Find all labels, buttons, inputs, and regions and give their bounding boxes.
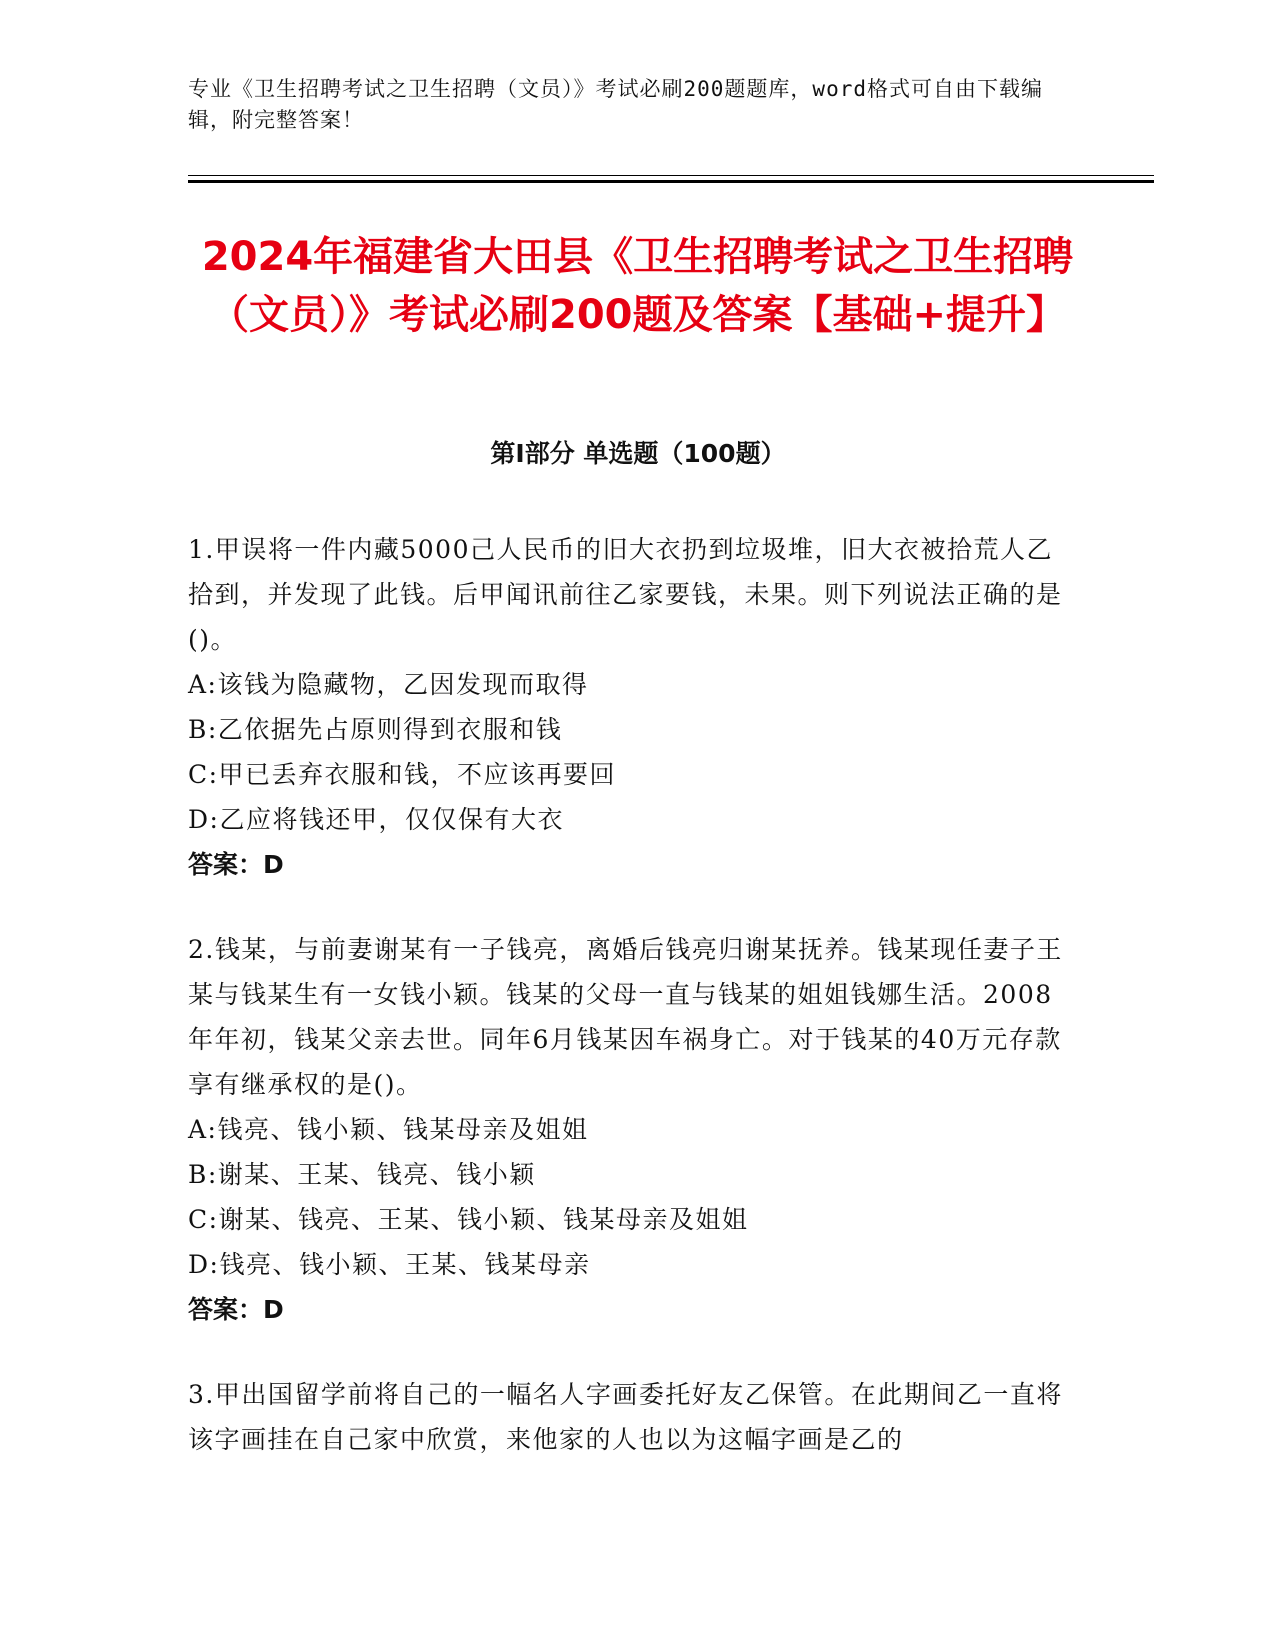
option-c: C:甲已丢弃衣服和钱，不应该再要回 — [188, 760, 617, 789]
answer: 答案：D — [188, 850, 284, 879]
option-b: B:乙依据先占原则得到衣服和钱 — [188, 715, 563, 744]
question-list — [188, 527, 1068, 1502]
option-c: C:谢某、钱亮、王某、钱小颖、钱某母亲及姐姐 — [188, 1205, 749, 1234]
document-title: 2024年福建省大田县《卫生招聘考试之卫生招聘（文员）》考试必刷200题及答案【基础+提升】 — [201, 234, 1074, 338]
answer: 答案：D — [188, 1295, 284, 1324]
question-3 — [188, 1372, 1068, 1462]
question-2 — [188, 927, 1068, 1332]
question-1 — [188, 527, 1068, 887]
question-stem: 3.甲出国留学前将自己的一幅名人字画委托好友乙保管。在此期间乙一直将该字画挂在自己家中欣赏，来他家的人也以为这幅字画是乙的 — [188, 1380, 1063, 1454]
option-d: D:乙应将钱还甲，仅仅保有大衣 — [188, 805, 564, 834]
header-rule-thick — [188, 180, 1154, 183]
option-b: B:谢某、王某、钱亮、钱小颖 — [188, 1160, 536, 1189]
option-a: A:该钱为隐藏物，乙因发现而取得 — [188, 670, 589, 699]
section-heading: 第Ⅰ部分 单选题（100题） — [490, 439, 786, 468]
option-d: D:钱亮、钱小颖、王某、钱某母亲 — [188, 1250, 591, 1279]
option-a: A:钱亮、钱小颖、钱某母亲及姐姐 — [188, 1115, 589, 1144]
question-stem: 2.钱某，与前妻谢某有一子钱亮，离婚后钱亮归谢某抚养。钱某现任妻子王某与钱某生有一女钱小颖。钱某的父母一直与钱某的姐姐钱娜生活。2008年年初，钱某父亲去世。同年6月钱某因车祸身亡。对于钱某的40万元存款享有继承权的是()。 — [188, 935, 1063, 1099]
header-note: 专业《卫生招聘考试之卫生招聘（文员）》考试必刷200题题库，word格式可自由下载编辑，附完整答案！ — [188, 77, 1043, 132]
header-rule-thin — [188, 175, 1154, 176]
question-stem: 1.甲误将一件内藏5000己人民币的旧大衣扔到垃圾堆，旧大衣被拾荒人乙拾到，并发现了此钱。后甲闻讯前往乙家要钱，未果。则下列说法正确的是()。 — [188, 535, 1063, 654]
